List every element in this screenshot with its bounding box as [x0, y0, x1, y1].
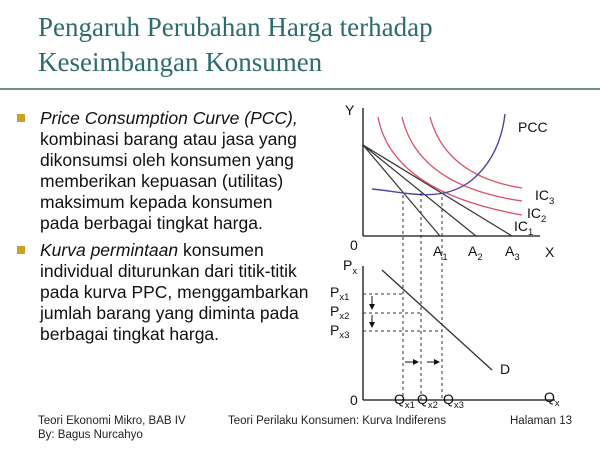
budget-line-a1 — [363, 145, 440, 236]
lower-diagram — [330, 257, 560, 411]
bullet-pcc-text: kombinasi barang atau jasa yang dikonsumsi oleh konsumen yang memberikan kepuasan (utilitas) maksimum kepada konsumen pada berbagai tingkat harga. — [40, 129, 297, 233]
pcc-curve — [372, 114, 505, 195]
qx1-label: $Q_{x1}$ — [394, 391, 415, 411]
indifference-curve-1 — [378, 117, 522, 215]
bullet-pcc-term: Price Consumption Curve (PCC), — [40, 108, 298, 128]
px1-label: $P_{x1}$ — [330, 284, 350, 303]
px2-label: $P_{x2}$ — [330, 303, 350, 322]
lower-x-axis-label: $Q_x$ — [544, 389, 560, 409]
footer-page-number: Halaman 13 — [510, 415, 573, 427]
ic2-label: $IC_2$ — [527, 205, 547, 225]
px3-label: $P_{x3}$ — [330, 322, 350, 341]
upper-origin-label: 0 — [350, 237, 358, 253]
demand-curve — [382, 270, 492, 370]
upper-diagram — [345, 102, 555, 400]
qx3-label: $Q_{x3}$ — [443, 391, 464, 411]
ic3-label: $IC_3$ — [535, 187, 555, 207]
demand-label: D — [500, 361, 511, 377]
footer-author: By: Bagus Nurcahyo — [38, 429, 143, 441]
pcc-label: PCC — [518, 119, 548, 135]
bullet-demand-text: konsumen individual diturunkan dari titik-titik pada kurva PPC, menggambarkan jumlah barang yang diminta pada berbagai tingkat harga. — [40, 240, 309, 344]
title-line-2: Keseimbangan Konsumen — [38, 47, 323, 77]
footer-topic: Teori Perilaku Konsumen: Kurva Indiferens — [228, 415, 446, 427]
footer-course: Teori Ekonomi Mikro, BAB IV — [38, 415, 186, 427]
qx2-label: $Q_{x2}$ — [417, 391, 438, 411]
lower-origin-label: 0 — [350, 392, 358, 408]
lower-y-axis-label: $P_x$ — [343, 257, 358, 277]
upper-y-axis-label: Y — [345, 102, 355, 118]
title-line-1: Pengaruh Perubahan Harga terhadap — [38, 12, 433, 42]
indifference-curve-2 — [402, 117, 522, 201]
a1-label: $A_1$ — [433, 243, 448, 263]
ic1-label: $IC_1$ — [514, 218, 534, 238]
upper-x-axis-label: X — [545, 244, 555, 260]
a2-label: $A_2$ — [468, 243, 483, 263]
footer-left — [38, 414, 186, 442]
a3-label: $A_3$ — [505, 243, 520, 263]
bullet-demand-term: Kurva permintaan — [40, 240, 179, 260]
